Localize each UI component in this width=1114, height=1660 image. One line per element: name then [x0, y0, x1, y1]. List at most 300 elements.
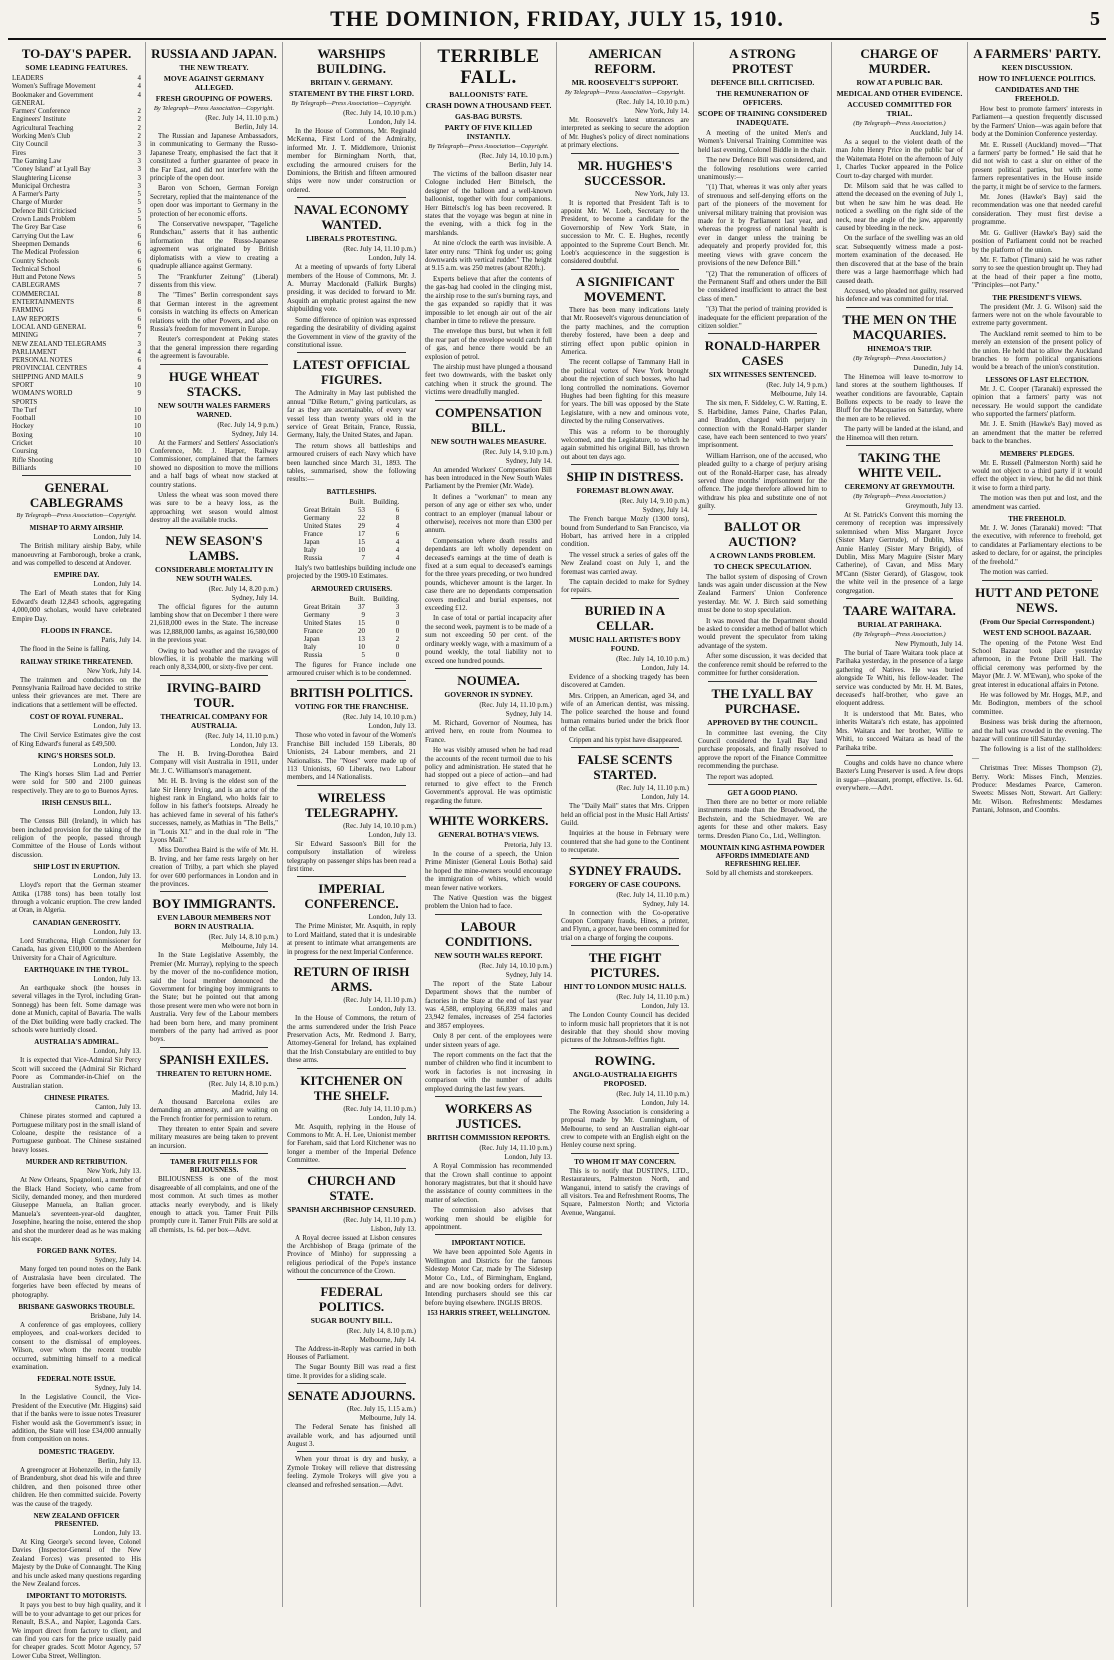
article-headline: RETURN OF IRISH ARMS.	[293, 964, 410, 995]
table-row	[300, 619, 404, 627]
article-paragraph: Mr. F. Talbot (Timaru) said he was rather sorry to see the question brought up. They had at the head of their paper a fine motto, "Principles—not Party."	[972, 255, 1102, 290]
dateline: London, July 13.	[368, 830, 416, 839]
article-paragraph: Crippen and his typist have disappeared.	[569, 735, 683, 744]
index-row	[12, 99, 141, 107]
dateline: London, July 13.	[93, 808, 141, 817]
section-divider	[846, 598, 953, 599]
dateline: Brisbane, July 14.	[90, 1312, 141, 1320]
index-label: City Council	[12, 140, 48, 149]
index-row	[12, 265, 141, 273]
advert-text: Sold by all chemists and storekeepers.	[706, 868, 813, 877]
table-cell: 0	[395, 642, 400, 651]
article-subheading: STATEMENT BY THE FIRST LORD.	[289, 89, 414, 98]
article-subheading: APPROVED BY THE COUNCIL.	[707, 717, 818, 727]
column-american-reform	[557, 42, 694, 1607]
index-label: Charge of Murder	[12, 198, 63, 207]
dateline: Berlin, July 14.	[508, 161, 552, 169]
index-row	[12, 364, 141, 372]
article-paragraph: The new Defence Bill was considered, and the following resolutions were carried unanimously:—	[698, 156, 827, 182]
article-headline: WHITE WORKERS.	[428, 812, 549, 828]
section-divider	[435, 1234, 542, 1235]
article-paragraph: A thousand Barcelona exiles are demanding an amnesty, and are waiting on the French frontier for permission to return.	[150, 1097, 278, 1123]
cablegrams-headline: GENERAL CABLEGRAMS	[29, 480, 124, 511]
section-divider	[708, 681, 817, 682]
article-paragraph: In the Legislative Council, the Vice-President of the Executive (Mr. Higgins) said that if the banks were to issue notes Treasurer Fisher would ask the Government's issue; in addition, the State will lose £34,000 annually from composition on notes.	[12, 1393, 141, 1444]
table-cell: United States	[303, 618, 342, 627]
article-paragraph: The victims of the balloon disaster near Cologne included Herr Bittelsch, the designer of the balloon and a well-known balloonist, together with four companions. Herr Bittelsch's log has been recovered. It states that the voyage was begun at nine in the evening, with a thick fog in the marshlands.	[425, 170, 552, 237]
table-cell: Great Britain	[303, 505, 341, 514]
index-label: Bookmaker and Government	[12, 90, 94, 99]
index-label: COMMERCIAL	[12, 289, 60, 298]
received-date: (Rec. July 14, 11.10 p.m.)	[343, 1104, 416, 1113]
article-paragraph: In committee last evening, the City Council considered the Lyall Bay land purchase proposals, and finally resolved to approve the report of the Finance Committee recommending the purchase.	[698, 728, 827, 771]
table-cell: 0	[395, 618, 400, 627]
dateline: London, July 13.	[93, 975, 141, 984]
article-paragraph: Mr. Roosevelt's latest utterances are interpreted as seeking to secure the adoption of Mr. Hughes's policy of direct nominations at primary elections.	[561, 116, 689, 150]
cable-title: SHIP LOST IN ERUPTION.	[33, 863, 120, 872]
index-page: 9	[137, 389, 141, 398]
article-paragraph: Mr. E. Russell (Palmerston North) said he would not object to a third party if it would effect the object in view, but he did not think it wise to form a third party.	[972, 458, 1102, 492]
index-row	[12, 107, 141, 115]
article-paragraph: The figures for France include one armoured cruiser which is to be condemned.	[287, 660, 416, 677]
index-label: The Grey Bar Case	[12, 223, 66, 232]
index-page: 8	[137, 298, 141, 307]
index-label: WOMAN'S WORLD	[12, 389, 73, 398]
index-row	[12, 340, 141, 348]
article-paragraph: The Rowing Association is considering a proposal made by Mr. Cunningham, of Melbourne, to send an Australian eight-oar crew to compete with an English eight on the Henley course next spring.	[561, 1107, 689, 1150]
index-row	[12, 223, 141, 231]
dateline: New York, July 14.	[86, 666, 141, 675]
article-subheading: FOREMAST BLOWN AWAY.	[576, 486, 674, 496]
table-cell: 5	[361, 650, 366, 659]
table-row	[300, 546, 404, 554]
received-date: (Rec. July 14, 8.20 p.m.)	[208, 584, 278, 593]
wire-credit: By Telegraph—Press Association—Copyright.	[153, 105, 275, 112]
notice-heading: IMPORTANT NOTICE.	[451, 1239, 526, 1248]
article-paragraph: The London County Council has decided to inform music hall proprietors that it is not desirable that they should show moving pictures of the Johnson-Jeffries fight.	[561, 1011, 689, 1045]
dateline: London, July 14.	[93, 580, 141, 589]
article-subheading: TO CHECK SPECULATION.	[713, 561, 812, 571]
article-subheading: GAS-BAG BURSTS.	[454, 112, 523, 121]
article-paragraph: The return shows all battleships and armoured cruisers of each Navy which have been launched since March 31, 1893. The tables, summarised, show the following results:—	[287, 441, 416, 484]
wire-credit: By Telegraph—Press Association—Copyright.	[16, 512, 137, 520]
received-date: (Rec. July 14, 11.10 p.m.)	[343, 996, 416, 1005]
article-headline: HUTT AND PETONE NEWS.	[975, 584, 1099, 615]
table-cell: 7	[361, 553, 366, 562]
index-row	[12, 315, 141, 323]
article-paragraph: Mr. Jones (Hawke's Bay) said the recommendation was one that needed careful consideration. They must first devise a programme.	[972, 193, 1102, 227]
article-subheading: THEATRICAL COMPANY FOR AUSTRALIA.	[160, 711, 268, 730]
wire-credit: By Telegraph—Press Association—Copyright.	[428, 143, 549, 150]
section-divider	[160, 364, 268, 365]
table-row	[300, 514, 404, 522]
table-header-cell	[300, 498, 346, 506]
article-subheading: BALLOONISTS' FATE.	[449, 90, 528, 99]
index-label: Municipal Orchestra	[12, 181, 70, 190]
column-russia-japan	[146, 42, 283, 1607]
index-page: 6	[137, 306, 141, 315]
index-page: 3	[137, 173, 141, 182]
article-subheading: SUGAR BOUNTY BILL.	[310, 1315, 393, 1325]
index-page: 10	[134, 455, 141, 464]
article-paragraph: It defines a "workman" to mean any person of any age or either sex who, under contract to an employer (manual labour or otherwise), receives not more than £300 per annum.	[425, 492, 552, 535]
index-row	[12, 306, 141, 314]
article-headline: BRITISH POLITICS.	[290, 685, 413, 701]
cable-title: RAILWAY STRIKE THREATENED.	[20, 657, 133, 666]
wire-credit: (By Telegraph—Press Association.)	[853, 631, 946, 639]
column-headline: WARSHIPS BUILDING.	[317, 46, 386, 76]
section-divider	[435, 668, 542, 669]
section-divider	[160, 1153, 268, 1154]
article-subheading: HINT TO LONDON MUSIC HALLS.	[563, 982, 687, 992]
index-row	[12, 298, 141, 306]
article-headline: SENATE ADJOURNS.	[287, 1388, 416, 1404]
table-row	[300, 603, 404, 611]
article-subheading: THREATEN TO RETURN HOME.	[156, 1068, 272, 1078]
table-cell: Germany	[303, 513, 330, 522]
index-row	[12, 348, 141, 356]
article-subheading: MEDICAL AND OTHER EVIDENCE.	[836, 89, 963, 98]
received-date: (Rec. July 14, 8.10 p.m.)	[208, 933, 278, 942]
article-headline: RONALD-HARPER CASES	[704, 338, 821, 369]
article-paragraph: In connection with the Co-operative Coupon Company frauds, Hines, a printer, and Flynn, a grocer, have been committed for trial on a charge of forging the coupons.	[561, 908, 689, 942]
index-row	[12, 190, 141, 198]
article-paragraph: Lloyd's report that the German steamer Attika (1788 tons) has been totally lost through a volcanic eruption. The crew landed at Oran, in Algeria.	[12, 881, 141, 915]
received-date: (Rec. July 14, 11.10 p.m.)	[479, 700, 552, 709]
section-divider	[571, 945, 679, 946]
article-paragraph: Mr. J. W. Jones (Taranaki) moved: "That the executive, with reference to freehold, get to candidates at Parliamentary elections to be asked to declare, for or against, the principles of the freehold."	[972, 524, 1102, 566]
dateline: London, July 13.	[93, 760, 141, 769]
article-headline: ROWING.	[594, 1052, 656, 1068]
dateline: London, July 14.	[641, 1098, 689, 1107]
columns	[8, 42, 1106, 1660]
article-subheading: ACCUSED COMMITTED FOR TRIAL.	[847, 100, 952, 118]
dateline: London, July 13.	[368, 722, 416, 731]
index-row	[12, 406, 141, 414]
article-subheading: A CROWN LANDS PROBLEM.	[709, 550, 816, 560]
newspaper-title: THE DOMINION, FRIDAY, JULY 15, 1910.	[330, 6, 784, 31]
table-cell: Russia	[303, 553, 323, 562]
article-subheading: MEMBERS' PLEDGES.	[999, 449, 1075, 458]
article-paragraph: The Civil Service Estimates give the cost of King Edward's funeral as £49,500.	[12, 731, 141, 748]
index-label: Crown Lands Problem	[12, 215, 76, 224]
dateline: Melbourne, July 14.	[359, 1414, 416, 1423]
index-row	[12, 323, 141, 331]
cable-title: FLOODS IN FRANCE.	[41, 627, 112, 636]
table-row	[300, 635, 404, 643]
column-headline: RUSSIA AND JAPAN.	[151, 46, 277, 61]
table-cell: Japan	[303, 537, 320, 546]
article-paragraph: Experts believe that after the contents of the gas-bag had cooled in the clinging mist, the airship rose to the sun's burning rays, and the gas expanded so rapidly that it was impossible to let enough air out of the air chamber in time to relieve the pressure.	[425, 274, 552, 325]
index-label: Sheepmen Demands	[12, 239, 70, 248]
dateline: Sydney, July 14.	[94, 1384, 141, 1393]
section-divider	[160, 891, 268, 892]
article-headline: BOY IMMIGRANTS.	[152, 896, 276, 912]
cable-title: NEW ZEALAND OFFICER PRESENTED.	[33, 1511, 120, 1528]
article-headline: TAARE WAITARA.	[843, 603, 956, 619]
article-subheading: BRITAIN V. GERMANY.	[310, 78, 393, 87]
article-paragraph: Miss Dorothea Baird is the wife of Mr. H. B. Irving, and her fame rests largely on her creation of Trilby, a part which she played for over 600 performances in London and in the provinces.	[150, 846, 278, 888]
article-paragraph: The Auckland remit seemed to him to be merely an extension of the present policy of the union. He held that to allow the Auckland branches to form political organisations would be a breach of the union's constitution.	[972, 329, 1102, 372]
index-label: "Coney Island" at Lyall Bay	[12, 165, 91, 174]
index-page: 9	[137, 372, 141, 381]
column-charge-of-murder	[832, 42, 968, 1607]
notice-address: 153 HARRIS STREET, WELLINGTON.	[427, 1309, 550, 1318]
index-row	[12, 456, 141, 464]
index-row	[12, 240, 141, 248]
article-paragraph: The Earl of Meath states that for King Edward's death 12,843 schools, aggregating 4,000,000 scholars, would have celebrated Empire Day.	[12, 589, 141, 623]
index-label: Coursing	[12, 447, 38, 456]
section-divider	[297, 680, 406, 681]
article-paragraph: The "Daily Mail" states that Mrs. Crippen held an official post in the Music Hall Artists' Guild.	[561, 802, 689, 827]
article-paragraph: He was visibly amused when he had read the accounts of the recent turmoil due to his policy and administration. He stated that he had stopped out a piece of action—and had returned to give effect to the French Government's approval. He was optimistic regarding the future.	[425, 746, 552, 805]
dateline: New York, July 14.	[634, 107, 689, 115]
dateline: Madrid, July 14.	[231, 1088, 278, 1097]
article-paragraph: At King George's second levee, Colonel Davies (Inspector-General of the New Zealand Forces) was presented to His Majesty by the Duke of Connaught. The King and his uncle asked many questions regarding the New Zealand forces.	[12, 1537, 141, 1588]
dateline: London, July 14.	[368, 254, 416, 263]
article-subheading: CONSIDERABLE MORTALITY IN NEW SOUTH WALES.	[154, 564, 274, 583]
article-paragraph: A Royal Commission has recommended that the Crown shall continue to appoint honorary magistrates, but that it should have the assistance of county committees in the matter of selection.	[425, 1162, 552, 1204]
table-cell: 17	[358, 529, 366, 538]
section-divider	[297, 352, 406, 353]
column-farmers-party	[968, 42, 1106, 1607]
dateline: Sydney, July 14.	[505, 456, 552, 465]
article-subheading: VOTING FOR THE FRANCHISE.	[294, 702, 409, 712]
article-paragraph: The Federal Senate has finished all available work, and has adjourned until August 3.	[287, 1423, 416, 1449]
column-headline: AMERICAN REFORM.	[588, 46, 662, 76]
article-paragraph: A meeting of the united Men's and Women's Universal Training Committee was held last evening, Colonel Biddle in the chair.	[698, 129, 827, 154]
index-row	[12, 464, 141, 472]
index-row	[12, 356, 141, 364]
cable-title: EMPIRE DAY.	[53, 571, 100, 580]
article-paragraph: A conference of gas employees, colliery employees, and coal-workers decided to consent to the dismissal of employees. Wilson, over whom the recent trouble occurred, submitting himself to a medical examination.	[12, 1321, 141, 1372]
table-cell: Japan	[303, 634, 320, 643]
article-paragraph: Mr. G. Gulliver (Hawke's Bay) said the position of Parliament could not be reached by the platform of the union.	[972, 228, 1102, 254]
index-row	[12, 132, 141, 140]
features-subheading: SOME LEADING FEATURES.	[25, 63, 128, 72]
index-row	[12, 381, 141, 389]
article-paragraph: The official figures for the autumn lambing show that on December 1 there were 21,618,000 ewes in the State. The increase was 12,888,000 lambs, as against 16,580,000 in the previous year.	[150, 602, 278, 645]
index-label: The Turf	[12, 405, 37, 414]
article-paragraph: The party will be landed at the island, and the Hinemoa will then return.	[836, 425, 963, 442]
table-cell: 10	[358, 642, 366, 651]
article-subheading: DEFENCE BILL CRITICISED.	[710, 78, 815, 87]
index-label: Slaughtering License	[12, 173, 72, 182]
article-subheading: SCOPE OF TRAINING CONSIDERED INADEQUATE.	[698, 109, 827, 127]
article-paragraph: Dr. Milsom said that he was called to attend the deceased on the evening of July 1, but when he saw him he was dead. He noticed a swelling on the right side of the neck, near the angle of the jaw, apparently caused by bleeding in the neck.	[836, 182, 963, 233]
article-subheading: GENERAL BOTHA'S VIEWS.	[438, 829, 539, 839]
dateline: London, July 14.	[641, 793, 689, 802]
dateline: Sydney, July 14.	[231, 429, 278, 438]
index-page: 4	[137, 74, 141, 82]
table-cell: 13	[358, 634, 366, 643]
dateline: Berlin, July 13.	[97, 1456, 141, 1465]
table-cell: 3	[395, 610, 400, 619]
article-headline: SYDNEY FRAUDS.	[568, 862, 682, 878]
article-paragraph: The following is a list of the stallholders:—	[972, 745, 1102, 762]
received-date: (Rec. July 14, 9 p.m.)	[766, 381, 827, 390]
article-paragraph: An earthquake shock (the houses in several villages in the Tyrol, including Gran-Sonnegg) has been felt. Some damage was done at Munich, capital of Bavaria. The walls of the Diet building were badly cracked. The schools were hurriedly closed.	[12, 984, 141, 1035]
index-page: 5	[137, 198, 141, 207]
index-row	[12, 182, 141, 190]
index-label: SPORTS	[12, 397, 38, 406]
cable-title: EARTHQUAKE IN THE TYROL.	[24, 966, 129, 975]
dateline: Pretoria, July 13.	[504, 840, 552, 849]
article-paragraph: The Census Bill (Ireland), in which has been included provision for the taking of the religion of the people, passed through Committee of the House of Lords without discussion.	[12, 817, 141, 859]
section-divider	[160, 675, 268, 676]
index-label: Country Schools	[12, 256, 59, 265]
section-divider	[297, 1383, 406, 1384]
table-cell: 2	[395, 634, 400, 643]
received-date: (Rec. July 14, 11.10 p.m.)	[616, 1089, 689, 1098]
section-divider	[571, 858, 679, 859]
cable-title: MURDER AND RETRIBUTION.	[25, 1158, 128, 1167]
article-headline: NOUMEA.	[457, 672, 520, 688]
article-paragraph: The report was adopted.	[706, 772, 774, 781]
index-page: 6	[137, 264, 141, 273]
table-cell: France	[303, 529, 323, 538]
article-paragraph: As a sequel to the violent death of the man John Henry Price in the public bar of the Waitemata Hotel on the afternoon of July 1, Charles Tucker appeared in the Police Court to-day charged with murder.	[836, 138, 963, 180]
table-row	[300, 554, 404, 562]
section-divider	[846, 445, 953, 446]
cable-title: DOMESTIC TRAGEDY.	[38, 1447, 115, 1456]
dateline: Melbourne, July 14.	[359, 1335, 416, 1344]
article-paragraph: The Admiralty in May last published the annual "Dilke Return," giving particulars, as far as they are ascertainable, of every war vessel less than twenty years old in the service of Great Britain, France, Russia, Germany, Italy, the United States, and Japan.	[287, 389, 416, 440]
dateline: London, July 14.	[93, 533, 141, 542]
article-paragraph: The Sugar Bounty Bill was read a first time. It provides for a sliding scale.	[287, 1363, 416, 1380]
index-label: FARMING	[12, 306, 44, 315]
index-label: PERSONAL NOTES	[12, 356, 73, 365]
cable-title: CANADIAN GENEROSITY.	[32, 918, 121, 927]
article-headline: THE FIGHT PICTURES.	[588, 950, 662, 981]
index-page: 2	[137, 115, 141, 124]
index-label: MINING	[12, 331, 39, 340]
table-cell: 9	[361, 610, 366, 619]
index-label: Carrying Out the Law	[12, 231, 74, 240]
article-paragraph: Mr. E. Russell (Auckland) moved—"That a farmers' party be formed." He said that he did not wish to cast a slur on either of the present political parties, but with some farmers representatives in the House inside the party, it might be of service to the farmers.	[972, 140, 1102, 191]
index-label: Fires	[12, 148, 26, 157]
index-page: 4	[137, 347, 141, 356]
article-paragraph: "(1) That, whereas it was only after years of strenuous and self-denying efforts on the part of the pioneers of the movement for universal military training that provision was made for it by Parliament last year, and whereas the progress of national health is ever in danger unless the training be adequately and properly provided for, this meeting views with grave concern the provisions of the new Defence Bill."	[698, 183, 827, 268]
table-cell: Italy	[303, 642, 317, 651]
section-divider	[297, 959, 406, 960]
index-row	[12, 149, 141, 157]
table-cell: France	[303, 626, 323, 635]
index-label: GENERAL	[12, 98, 45, 107]
article-paragraph: At a meeting of upwards of forty Liberal members of the House of Commons, Mr. J. A. Murray Macdonald (Falkirk Burghs) presiding, it was decided to forward to Mr. Asquith an emphatic protest against the new shipbuilding vote.	[287, 263, 416, 314]
article-headline: WIRELESS TELEGRAPHY.	[304, 789, 399, 820]
section-divider	[846, 755, 953, 756]
article-subheading: CANDIDATES AND THE FREEHOLD.	[994, 85, 1080, 103]
article-paragraph: The Native Question was the biggest problem the Union had to face.	[425, 894, 552, 911]
received-date: (Rec. July 14, 10.10 p.m.)	[479, 152, 552, 160]
dateline: Sydney, July 14.	[94, 1256, 141, 1265]
table-row	[300, 627, 404, 635]
article-headline: HUGE WHEAT STACKS.	[168, 368, 260, 399]
table-header-cell: Built.	[349, 594, 366, 603]
dateline: New York, July 13.	[86, 1167, 141, 1176]
received-date: (Rec. July 14, 11.10 p.m.)	[343, 245, 416, 254]
wire-credit: By Telegraph—Press Association—Copyright.	[564, 89, 686, 96]
received-date: (Rec. July 14, 8.10 p.m.)	[208, 1079, 278, 1088]
article-paragraph: The Prime Minister, Mr. Asquith, in reply to Lord Maitland, stated that it is undesirable at present to intimate what arrangements are in progress for the next Imperial Conference.	[287, 922, 416, 956]
table-cell: 20	[358, 626, 366, 635]
table-cell: 8	[395, 513, 400, 522]
index-page: 3	[137, 148, 141, 157]
received-date: (Rec. July 14, 11.10 p.m.)	[616, 784, 689, 793]
article-paragraph: The commission also advises that working men should be eligible for appointment.	[425, 1206, 552, 1231]
index-page: 6	[137, 356, 141, 365]
index-page: 4	[137, 90, 141, 99]
table-cell: 4	[395, 521, 400, 530]
index-page: 3	[137, 140, 141, 149]
article-subheading: THE NEW TREATY.	[179, 63, 249, 72]
index-row	[12, 207, 141, 215]
index-label: Hockey	[12, 422, 34, 431]
article-paragraph: The Russian and Japanese Ambassadors, in communicating to Germany the Russo-Japanese Treaty, emphasised the fact that it constituted a further guarantee of peace in the Far East, and did not interfere with the principle of the open door.	[150, 132, 278, 183]
dateline: Auckland, July 14.	[910, 129, 963, 137]
article-paragraph: "(2) That the remuneration of officers of the Permanent Staff and others under the Bill be considered insufficient to attract the best class of men."	[698, 269, 827, 303]
article-paragraph: At nine o'clock the earth was invisible. A later entry runs: "Think fog under us; going downwards with vertical rudder." The height at 9.15 a.m. was 250 metres (about 820ft.).	[425, 239, 552, 273]
index-page: 5	[137, 273, 141, 282]
index-label: A Farmer's Party	[12, 190, 60, 199]
advert-text: This is to notify that DUSTIN'S, LTD., Restaurateurs, Palmerston North, and Wanganui, intend to satisfy the cravings of all visitors. Tea and Refreshment Rooms, The Square, Palmerston North; and Victoria Avenue, Wanganui.	[561, 1166, 689, 1217]
column-headline: A STRONG PROTEST	[729, 46, 796, 76]
article-paragraph: The report of the State Labour Department shows that the number of factories in the State at the end of last year was 4,588, employing 66,839 males and 23,942 females, increases of 254 factories and 3857 employees.	[425, 979, 552, 1030]
article-subheading: BRITISH COMMISSION REPORTS.	[427, 1133, 550, 1143]
article-paragraph: The British military airship Baby, while manoeuvring at Farnborough, broke a crank, and was compelled to descend at Andover.	[12, 542, 141, 568]
index-row	[12, 331, 141, 339]
article-paragraph: In the House of Commons, Mr. Reginald McKenna, First Lord of the Admiralty, informed Mr. J. T. Middlemore, Unionist member for Birmingham North, that, excluding the armoured cruisers for the Dominions, the British and fifteen armoured ships were now under construction or ordered.	[287, 127, 416, 194]
index-label: Rifle Shooting	[12, 455, 54, 464]
advert-heading: GET A GOOD PIANO.	[727, 788, 798, 797]
dateline: London, July 14.	[641, 663, 689, 672]
table-row	[300, 522, 404, 530]
article-paragraph: Mrs. Crippen, an American, aged 34, and wife of an American dentist, was missing. The police searched the house and found human remains buried under the brick floor of the cellar.	[561, 691, 689, 734]
index-page: 2	[137, 132, 141, 141]
dateline: Sydney, July 14.	[642, 506, 689, 515]
table-cell: 15	[358, 537, 366, 546]
article-paragraph: It is reported that President Taft is to appoint Mr. W. Loeb, Secretary to the President, to become a candidate for the Governorship of New York State, in succession to Mr. C. E. Hughes, recently appointed to the Supreme Court Bench. Mr. Loeb's acquiescence in the suggestion is considered doubtful.	[561, 198, 689, 266]
index-label: Agricultural Teaching	[12, 123, 74, 132]
article-paragraph: In case of total or partial incapacity after the second week, payment is to be made of a sum not exceeding 50 per cent. of the ordinary weekly wage, with a maximum of a pound weekly, the total liability not to exceed one hundred pounds.	[425, 614, 552, 665]
article-subheading: LESSONS OF LAST ELECTION.	[985, 375, 1089, 384]
received-date: (Rec. July 14, 10.10 p.m.)	[479, 961, 552, 970]
index-row	[12, 198, 141, 206]
column-strong-protest	[694, 42, 832, 1607]
section-divider	[297, 197, 406, 198]
article-paragraph: The ballot system of disposing of Crown lands was again under discussion at the New Zealand Farmers' Union Conference yesterday. Mr. W. J. Birch said something must be done to stop speculation.	[698, 572, 827, 615]
advert-heading: TAMER FRUIT PILLS FOR BILIOUSNESS.	[170, 1158, 258, 1175]
dateline: Paris, July 14.	[101, 636, 141, 645]
article-paragraph: The "Frankfurter Zeitung" (Liberal) dissents from this view.	[150, 272, 278, 289]
article-subheading: BURIAL AT PARIHAKA.	[857, 620, 942, 630]
advert-text: When your throat is dry and husky, a Zymole Trokey will relieve that distressing feeling. Zymole Trokeys will give you a cleansed and refreshed sensation.—Advt.	[287, 1455, 416, 1489]
table-heading: ARMOURED CRUISERS.	[311, 584, 392, 593]
cable-title: IRISH CENSUS BILL.	[41, 799, 112, 808]
article-paragraph: Some difference of opinion was expressed regarding the desirability of dividing against the Government in view of the gravity of the constitutional issue.	[287, 315, 416, 349]
dateline: Sydney, July 14.	[505, 970, 552, 979]
article-paragraph: The "Times" Berlin correspondent says that German interest in the agreement consists in watching its effects on American relations with the other Powers, and also on Russia's freedom for movement in Europe.	[150, 291, 278, 333]
wire-credit: By Telegraph—Press Association—Copyright.	[291, 100, 412, 107]
article-subheading: WEST END SCHOOL BAZAAR.	[982, 627, 1092, 637]
article-paragraph: "(3) That the period of training provided is inadequate for the efficient preparation of the citizen soldier."	[698, 305, 827, 330]
dateline: London, July 13.	[93, 927, 141, 936]
section-divider	[297, 785, 406, 786]
article-paragraph: At the Farmers' and Settlers' Association's Conference, Mr. J. Harper, Railway Commissioner, complained that the farmers showed no disposition to move the millions and a half bags of wheat now stacked at country stations.	[150, 438, 278, 489]
received-date: (Rec. July 14, 10.10 p.m.)	[616, 98, 689, 106]
article-paragraph: At St. Patrick's Convent this morning the ceremony of reception was impressively solemnised when Miss Margaret Joyce (Sister Mary Gertrude), of Dublin, Miss Annie Hanley (Sister Mary Brigid), of Dublin, Miss Mary Maguire (Sister Mary Catherine), of Cavan, and Miss Mary M'Cann (Sister Gerard), of Glasgow, took the white veil in the presence of a large congregation.	[836, 510, 963, 595]
